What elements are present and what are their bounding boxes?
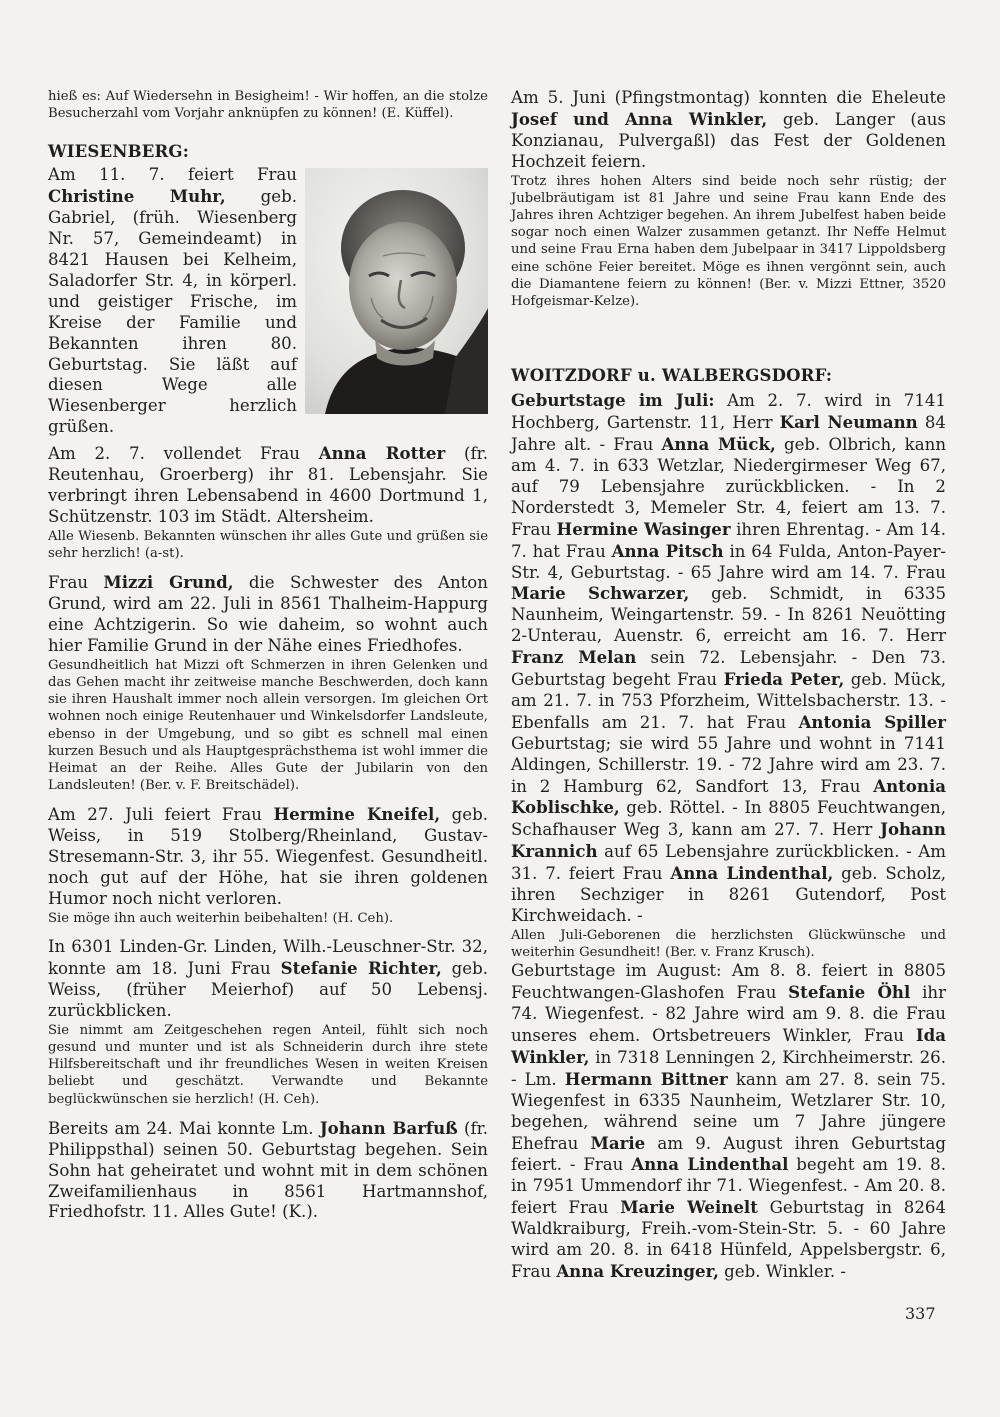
note-mizzi-grund: Gesundheitlich hat Mizzi oft Schmerzen in ihren Gelenken und das Gehen macht ihr zeitweise manche Beschwerden, doch kann sie ihren Haushalt immer noch allein versorgen. Im gleichen Ort wohnen noch einige Reutenhauer und Winkelsdorfer Landsleute, ebenso in der Umgebung, und so gibt es schnell mal einen kurzen Besuch und als Hauptgesprächsthema ist wohl immer die Heimat an der Reihe. Alles Gute der Jubilarin von den Landsleuten! (Ber. v. F. Breitschädel). [48, 657, 488, 794]
paragraph-anna-rotter: Am 2. 7. vollendet Frau Anna Rotter (fr. Reutenhau, Groerberg) ihr 81. Lebensjahr. Sie verbringt ihren Lebensabend in 4600 Dortmund 1, Schützenstr. 103 im Städt. Altersheim. [48, 443, 488, 526]
name-hermine-wasinger: Hermine Wasinger [556, 518, 731, 539]
name-anna-mueck: Anna Mück, [661, 434, 776, 455]
section-heading-wiesenberg: WIESENBERG: [48, 142, 190, 162]
label-birthdays-july: Geburtstage im Juli: [511, 390, 715, 411]
name-anna-rotter: Anna Rotter [318, 443, 446, 464]
paragraph-johann-barfuss: Bereits am 24. Mai konnte Lm. Johann Barfuß (fr. Philippsthal) seinen 50. Geburtstag begehen. Sein Sohn hat geheiratet und wohnt mit in dem schönen Zweifamilienhaus in 8561 Hartmannshof, Friedhofstr. 11. Alles Gute! (K.). [48, 1117, 488, 1222]
name-josef-anna-winkler: Josef und Anna Winkler, [511, 108, 768, 129]
note-anna-rotter: Alle Wiesenb. Bekannten wünschen ihr alles Gute und grüßen sie sehr herzlich! (a-st). [48, 528, 488, 562]
page-number: 337 [905, 1304, 936, 1323]
name-anna-lindenthal-august: Anna Lindenthal [631, 1154, 789, 1175]
name-anna-lindenthal-july: Anna Lindenthal, [670, 863, 834, 884]
note-stefanie-richter: Sie nimmt am Zeitgeschehen regen Anteil, fühlt sich noch gesund und munter und ist als Schneiderin durch ihre stete Hilfsbereitschaft und ihr freundliches Wesen in weiten Kreisen beliebt und geschätzt. Verwandte und Bekannte beglückwünschen sie herzlich! (H. Ceh). [48, 1022, 488, 1107]
name-karl-neumann: Karl Neumann [779, 412, 918, 433]
name-hermine-kneifel: Hermine Kneifel, [273, 804, 441, 825]
name-mizzi-grund: Mizzi Grund, [103, 572, 234, 593]
name-hermann-bittner: Hermann Bittner [564, 1068, 728, 1089]
paragraph-birthdays-july: Geburtstage im Juli: Am 2. 7. wird in 7141 Hochberg, Gartenstr. 11, Herr Karl Neumann 84 Jahre alt. - Frau Anna Mück, geb. Olbrich, kann am 4. 7. in 633 Wetzlar, Niedergirmeser Weg 67, auf 79 Lebensjahre zurückblicken. - In 2 Norderstedt 3, Memeler Str. 4, feiert am 13. 7. Frau Hermine Wasinger ihren Ehrentag. - Am 14. 7. hat Frau Anna Pitsch in 64 Fulda, Anton-Payer-Str. 4, Geburtstag. - 65 Jahre wird am 14. 7. Frau Marie Schwarzer, geb. Schmidt, in 6335 Naunheim, Weingartenstr. 59. - In 8261 Neuötting 2-Unterau, Auenstr. 6, erreicht am 16. 7. Herr Franz Melan sein 72. Lebensjahr. - Den 73. Geburtstag begeht Frau Frieda Peter, geb. Mück, am 21. 7. in 753 Pforzheim, Wittelsbacherstr. 13. - Ebenfalls am 21. 7. hat Frau Antonia Spiller Geburtstag; sie wird 55 Jahre und wohnt in 7141 Aldingen, Schillerstr. 19. - 72 Jahre wird am 23. 7. in 2 Hamburg 62, Sandfort 13, Frau Antonia Koblischke, geb. Röttel. - In 8805 Feuchtwangen, Schafhauser Weg 3, kann am 27. 7. Herr Johann Krannich auf 65 Lebensjahre zurückblicken. - Am 31. 7. feiert Frau Anna Lindenthal, geb. Scholz, ihren Sechziger in 8261 Gutendorf, Post Kirchweidach. - [511, 390, 947, 925]
note-birthdays-july: Allen Juli-Geborenen die herzlichsten Glückwünsche und weiterhin Gesundheit! (Ber. v. Franz Krusch). [511, 927, 946, 961]
paragraph-winkler-golden-wedding: Am 5. Juni (Pfingstmontag) konnten die Eheleute Josef und Anna Winkler, geb. Langer (aus Konzianau, Pulvergaßl) das Fest der Goldenen Hochzeit feiern. [511, 88, 946, 171]
intro-paragraph: hieß es: Auf Wiedersehn in Besigheim! - Wir hoffen, an die stolze Besucherzahl vom Vorjahr anknüpfen zu können! (E. Küffel). [48, 89, 488, 122]
paragraph-birthdays-august: Geburtstage im August: Am 8. 8. feiert in 8805 Feuchtwangen-Glashofen Frau Stefanie Öhl ihr 74. Wiegenfest. - 82 Jahre wird am 9. 8. die Frau unseres ehem. Ortsbetreuers Winkler, Frau Ida Winkler, in 7318 Lenningen 2, Kirchheimerstr. 26. - Lm. Hermann Bittner kann am 27. 8. sein 75. Wiegenfest in 6335 Naunheim, Wetzlarer Str. 10, begehen, während seine um 7 Jahre jüngere Ehefrau Marie am 9. August ihren Geburtstag feiert. - Frau Anna Lindenthal begeht am 19. 8. in 7951 Ummendorf ihr 71. Wiegenfest. - Am 20. 8. feiert Frau Marie Weinelt Geburtstag in 8264 Waldkraiburg, Freih.-vom-Stein-Str. 5. - 60 Jahre wird am 20. 8. in 6418 Hünfeld, Appelsbergstr. 6, Frau Anna Kreuzinger, geb. Winkler. - [511, 961, 947, 1281]
note-hermine-kneifel: Sie möge ihn auch weiterhin beibehalten! (H. Ceh). [48, 911, 394, 926]
name-frieda-peter: Frieda Peter, [723, 669, 845, 690]
name-stefanie-oehl: Stefanie Öhl [788, 982, 911, 1003]
name-marie-weinelt: Marie Weinelt [620, 1197, 758, 1218]
name-johann-barfuss: Johann Barfuß [319, 1117, 458, 1138]
name-anna-kreuzinger: Anna Kreuzinger, [556, 1261, 719, 1281]
name-stefanie-richter: Stefanie Richter, [280, 958, 442, 979]
name-antonia-spiller: Antonia Spiller [798, 711, 946, 732]
paragraph-stefanie-richter: In 6301 Linden-Gr. Linden, Wilh.-Leuschner-Str. 32, konnte am 18. Juni Frau Stefanie Richter, geb. Weiss, (früher Meierhof) auf 50 Lebensj. zurückblicken. [48, 937, 488, 1020]
section-heading-woitzdorf: WOITZDORF u. WALBERGSDORF: [511, 366, 833, 386]
name-johann-krannich: Johann Krannich [511, 819, 946, 862]
portrait-photo-image [305, 168, 488, 414]
paragraph-mizzi-grund: Frau Mizzi Grund, die Schwester des Anton Grund, wird am 22. Juli in 8561 Thalheim-Happurg eine Achtzigerin. So wie daheim, so wohnt auch hier Familie Grund in der Nähe eines Friedhofes. [48, 572, 488, 655]
name-franz-melan: Franz Melan [511, 647, 637, 668]
name-anna-pitsch: Anna Pitsch [611, 540, 724, 561]
name-christine-muhr: Christine Muhr, [48, 186, 226, 207]
paragraph-christine-muhr: Am 11. 7. feiert Frau Christine Muhr, geb. Gabriel, (früh. Wiesenberg Nr. 57, Gemeindeamt) in 8421 Hausen bei Kelheim, Saladorfer Str. 4, in körperl. und geistiger Frische, im Kreise der Familie und Bekannten ihren 80. Geburtstag. Sie läßt auf diesen Wege alle Wiesenberger herzlich grüßen. [48, 165, 297, 437]
left-column [48, 88, 488, 1223]
name-marie: Marie [590, 1132, 646, 1153]
name-ida-winkler: Ida Winkler, [511, 1025, 946, 1067]
paragraph-hermine-kneifel: Am 27. Juli feiert Frau Hermine Kneifel, geb. Weiss, in 519 Stolberg/Rheinland, Gustav-Stresemann-Str. 3, ihr 55. Wiegenfest. Gesundheitl. noch gut auf der Höhe, hat sie ihren goldenen Humor noch nicht verloren. [48, 804, 488, 909]
note-winkler-golden-wedding: Trotz ihres hohen Alters sind beide noch sehr rüstig; der Jubelbräutigam ist 81 Jahre und seine Frau kann Ende des Jahres ihren Achtziger begehen. An ihrem Jubelfest haben beide sogar noch einen Walzer zusammen getanzt. Ihr Neffe Helmut und seine Frau Erna haben dem Jubelpaar in 3417 Lippoldsberg eine schöne Feier bereitet. Möge es ihnen vergönnt sein, auch die Diamantene feiern zu können! (Ber. v. Mizzi Ettner, 3520 Hofgeismar-Kelze). [511, 173, 946, 310]
name-marie-schwarzer: Marie Schwarzer, [511, 583, 690, 604]
portrait-photo [305, 168, 488, 414]
right-column [511, 88, 946, 1283]
name-antonia-koblischke: Antonia Koblischke, [511, 775, 946, 818]
